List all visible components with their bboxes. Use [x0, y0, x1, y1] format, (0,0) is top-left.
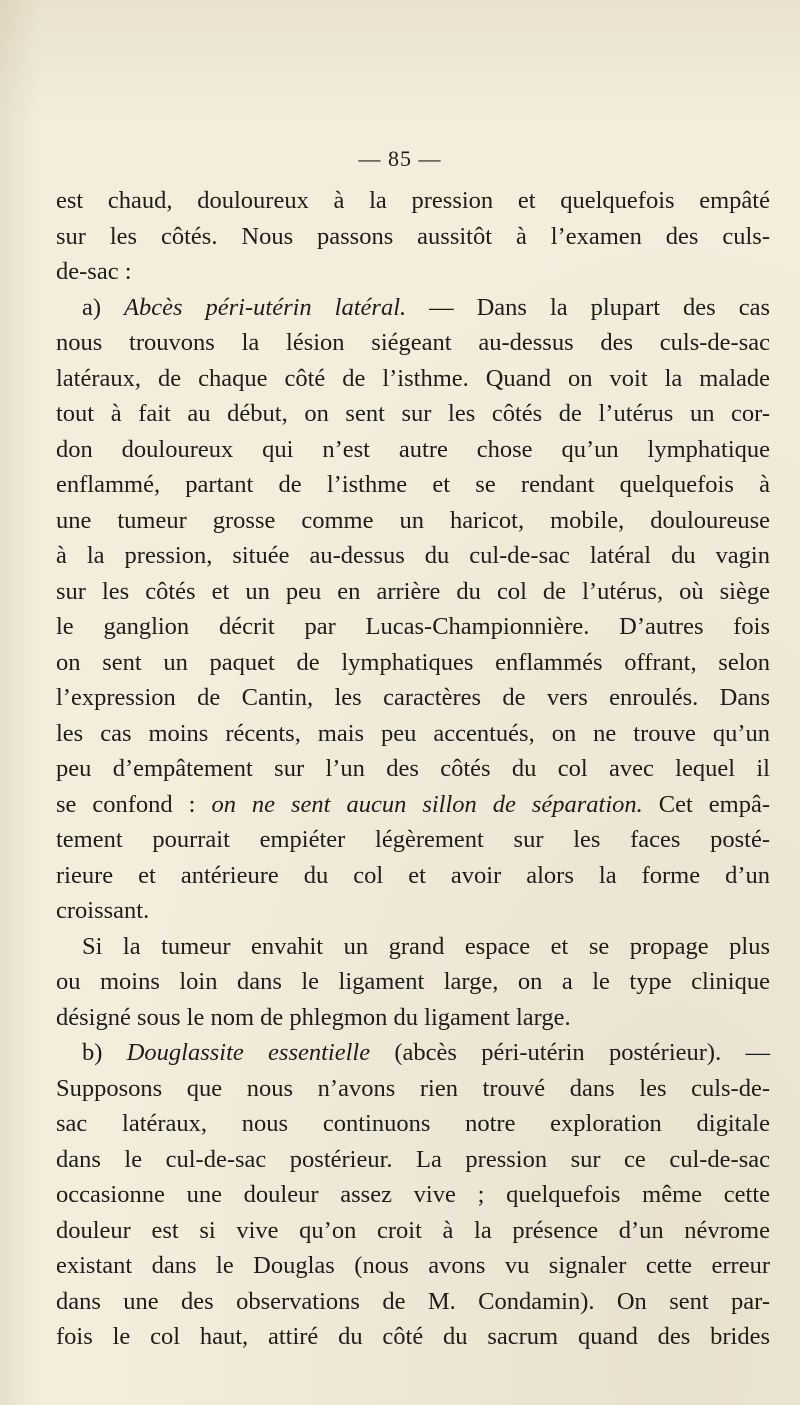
text-run: douleur est si vive qu’on croit à la présence d’un névrome [56, 1216, 770, 1244]
text-line [56, 1000, 770, 1036]
text-run: sur les côtés. Nous passons aussitôt à l’examen des culs- [56, 222, 770, 250]
text-line [56, 254, 770, 290]
text-run: se confond : [56, 790, 212, 818]
text-run: tout à fait au début, on sent sur les côtés de l’utérus un cor- [56, 400, 770, 427]
text-run: existant dans le Douglas (nous avons vu signaler cette erreur [56, 1252, 770, 1279]
text-run: tement pourrait empiéter légèrement sur les faces posté- [56, 826, 770, 853]
text-run: enflammé, partant de l’isthme et se rendant quelquefois à [56, 471, 770, 498]
text-line [56, 325, 770, 361]
text-line [56, 503, 770, 539]
text-line [56, 822, 770, 858]
text-run: latéraux, de chaque côté de l’isthme. Quand on voit la malade [56, 364, 770, 392]
text-run: croissant. [56, 897, 150, 924]
text-run: peu d’empâtement sur l’un des côtés du col avec lequel il [56, 755, 770, 782]
text-run: b) [82, 1039, 127, 1066]
text-run: Si la tumeur envahit un grand espace et se propage plus [82, 932, 770, 960]
text-run: dans le cul-de-sac postérieur. La pression sur ce cul-de-sac [56, 1145, 770, 1173]
text-run: (abcès péri-utérin postérieur). — [370, 1039, 770, 1066]
text-run: a) [82, 293, 125, 321]
text-run: à la pression, située au-dessus du cul-de-sac latéral du vagin [56, 542, 770, 569]
text-run: de-sac : [56, 258, 132, 285]
text-line [56, 645, 770, 681]
text-line [56, 290, 770, 326]
text-line [56, 1035, 770, 1071]
text-line [56, 432, 770, 468]
text-line [56, 680, 770, 716]
text-line [56, 893, 770, 929]
text-line [56, 219, 770, 255]
italic-text: Douglassite essentielle [126, 1039, 371, 1066]
text-run: désigné sous le nom de phlegmon du ligament large. [56, 1003, 571, 1031]
text-run: don douloureux qui n’est autre chose qu’un lymphatique [56, 435, 770, 463]
text-line [56, 609, 770, 645]
text-run: est chaud, douloureux à la pression et quelquefois empâté [56, 187, 770, 214]
text-line [56, 1177, 770, 1213]
italic-text: on ne sent aucun sillon de séparation. [211, 790, 643, 818]
text-line [56, 1142, 770, 1178]
text-run: Supposons que nous n’avons rien trouvé dans les culs-de- [56, 1074, 770, 1102]
text-run: occasionne une douleur assez vive ; quelquefois même cette [56, 1181, 770, 1208]
text-run: Cet empâ- [642, 790, 770, 818]
text-line [56, 574, 770, 610]
text-run: les cas moins récents, mais peu accentués, on ne trouve qu’un [56, 719, 770, 747]
text-line [56, 183, 770, 219]
page-number: — 85 — [358, 146, 442, 171]
text-line [56, 716, 770, 752]
text-line [56, 1106, 770, 1142]
text-line [56, 1248, 770, 1284]
text-line [56, 1319, 770, 1355]
text-run: dans une des observations de M. Condamin). On sent par- [56, 1287, 770, 1315]
text-line [56, 396, 770, 432]
text-run: — Dans la plupart des cas [406, 293, 770, 321]
text-line [56, 538, 770, 574]
body-text [56, 183, 770, 1355]
text-run: nous trouvons la lésion siégeant au-dessus des culs-de-sac [56, 329, 770, 356]
text-line [56, 964, 770, 1000]
text-run: sur les côtés et un peu en arrière du col de l’utérus, où siège [56, 577, 770, 605]
text-run: une tumeur grosse comme un haricot, mobile, douloureuse [56, 506, 770, 534]
italic-text: Abcès péri-utérin latéral. [124, 293, 407, 321]
text-run: l’expression de Cantin, les caractères de vers enroulés. Dans [56, 684, 770, 711]
text-line [56, 1071, 770, 1107]
text-line [56, 467, 770, 503]
text-line [56, 361, 770, 397]
text-line [56, 1213, 770, 1249]
text-run: fois le col haut, attiré du côté du sacrum quand des brides [56, 1323, 770, 1350]
text-run: le ganglion décrit par Lucas-Championnière. D’autres fois [56, 613, 770, 640]
text-run: sac latéraux, nous continuons notre exploration digitale [56, 1110, 770, 1137]
text-line [56, 751, 770, 787]
text-line [56, 858, 770, 894]
text-line [56, 787, 770, 823]
text-run: ou moins loin dans le ligament large, on a le type clinique [56, 968, 770, 995]
text-run: rieure et antérieure du col et avoir alors la forme d’un [56, 861, 770, 889]
text-line [56, 1284, 770, 1320]
text-run: on sent un paquet de lymphatiques enflammés offrant, selon [56, 648, 770, 676]
text-line [56, 929, 770, 965]
